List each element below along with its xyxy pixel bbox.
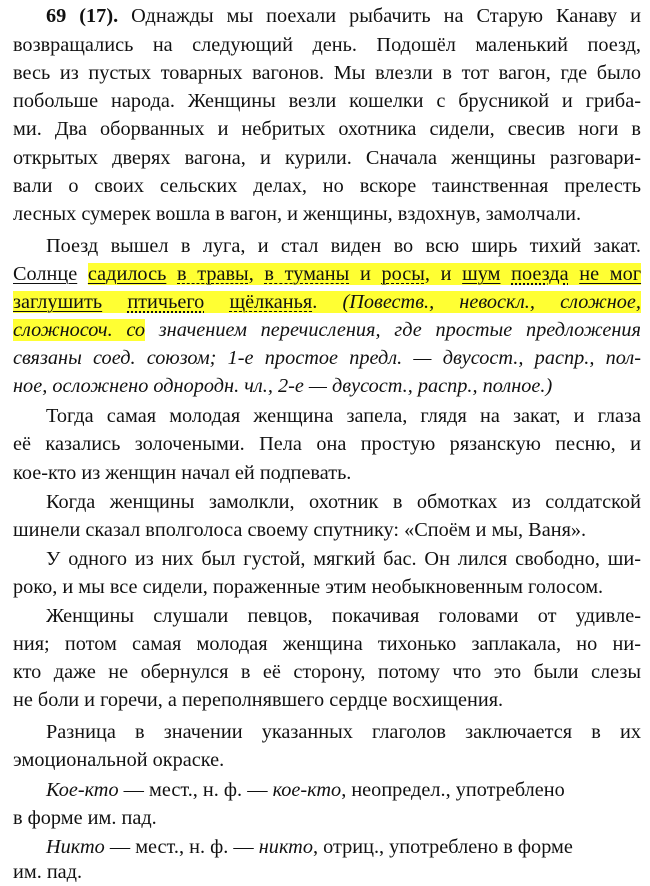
punct: . <box>312 291 318 313</box>
conj: и <box>440 263 452 285</box>
object-word: в туманы <box>264 263 350 285</box>
paragraph6-line: ния; потом самая молодая женщина тихонько заплакала, но ни- <box>13 633 641 655</box>
answer-line: Разница в значении указанных глаголов заключается в их <box>46 721 641 743</box>
analysis-text: ное, осложнено однородн. чл., 2-е — двусост., распр., полное.) <box>13 375 553 397</box>
paragraph2-line: Поезд вышел в луга, и стал виден во всю ширь тихий закат. <box>46 235 641 257</box>
paragraph1-line: побольше народа. Женщины везли кошелки с брусникой и гриба- <box>13 90 641 112</box>
definition-line: в форме им. пад. <box>13 807 157 829</box>
paragraph3-line: кое-кто из женщин начал ей подпевать. <box>13 462 352 484</box>
term: Никто <box>46 836 105 858</box>
paragraph5-line: У одного из них был густой, мягкий бас. Он лился свободно, ши- <box>46 548 641 570</box>
text: — мест., н. ф. — <box>104 836 259 858</box>
punct: , <box>424 263 430 285</box>
analysis-line <box>13 344 641 372</box>
term: никто <box>258 836 313 858</box>
term: кое-кто <box>272 779 342 801</box>
predicate-word: не мог <box>579 263 642 285</box>
paragraph1-line: вали о своих сельских делах, но вскоре таинственная прелесть <box>13 175 641 197</box>
attribute-word: поезда <box>511 263 569 285</box>
highlight <box>88 263 641 285</box>
analysis-text: (Повеств., невоскл., сложное, <box>342 291 641 313</box>
analysis-text: значением перечисления, где простые предложения <box>158 319 641 341</box>
subject-word: Солнце <box>13 263 78 285</box>
analysis-highlight: сложносоч. со <box>13 319 146 341</box>
definition-nikto <box>46 833 573 861</box>
paragraph3-line: Тогда самая молодая женщина запела, глядя на закат, и глаза <box>46 405 641 427</box>
paragraph1-line: весь из пустых товарных вагонов. Мы влезли в тот вагон, где было <box>13 62 641 84</box>
conj: и <box>359 263 371 285</box>
text: — мест., н. ф. — <box>118 779 273 801</box>
paragraph6-line: Женщины слушали певцов, покачивая головами от удивле- <box>46 605 641 627</box>
paragraph4-line: шинели сказал вполголоса своему спутнику: «Споём и мы, Ваня». <box>13 519 587 541</box>
paragraph6-line: не боли и горечи, а переполнявшего сердце восхищения. <box>13 689 504 711</box>
paragraph1-line: лесных сумерек вошла в вагон, и женщины, вздохнув, замолчали. <box>13 203 582 225</box>
term: Кое-кто <box>46 779 119 801</box>
paragraph3-line: её казались золочеными. Пела она простую рязанскую песню, и <box>13 433 641 455</box>
paragraph6-line: кто даже не обернулся в её сторону, потому что это были слезы <box>13 661 641 683</box>
paragraph5-line: роко, и мы все сидели, пораженные этим необыкновенным голосом. <box>13 576 604 598</box>
paragraph1-line: ми. Два оборванных и небритых охотника сидели, свесив ноги в <box>13 118 641 140</box>
answer-line: эмоциональной окраске. <box>13 749 225 771</box>
paragraph1-line: открытых дверях вагона, и курили. Сначала женщины разговари- <box>13 147 641 169</box>
exercise-number: 69 (17). <box>46 5 119 27</box>
analysis-line <box>13 316 641 344</box>
object-word: росы <box>381 263 425 285</box>
definition-line: им. пад. <box>13 861 83 883</box>
parsed-sentence-line2 <box>13 288 641 316</box>
text: Однажды мы поехали рыбачить на Старую Канаву и <box>131 5 641 27</box>
text: , отриц., употреблено в форме <box>312 836 573 858</box>
highlight <box>13 291 641 313</box>
subject-word: шум <box>462 263 501 285</box>
paragraph1-line: возвращались на следующий день. Подошёл маленький поезд, <box>13 34 641 56</box>
text: , неопредел., употреблено <box>341 779 565 801</box>
definition-kto-to <box>46 776 565 804</box>
paragraph1-line <box>46 2 641 30</box>
analysis-text: связаны соед. союзом; 1-е простое предл. — двусост., распр., пол- <box>13 347 641 369</box>
predicate-word: садилось <box>87 263 167 285</box>
analysis-line <box>13 372 552 400</box>
object-word: щёлканья <box>229 291 313 313</box>
paragraph4-line: Когда женщины замолкли, охотник в обмотках из солдатской <box>46 491 641 513</box>
parsed-sentence-line1 <box>13 260 641 288</box>
attribute-word: птичьего <box>127 291 205 313</box>
object-word: в травы <box>177 263 249 285</box>
predicate-word: заглушить <box>13 291 103 313</box>
punct: , <box>248 263 254 285</box>
